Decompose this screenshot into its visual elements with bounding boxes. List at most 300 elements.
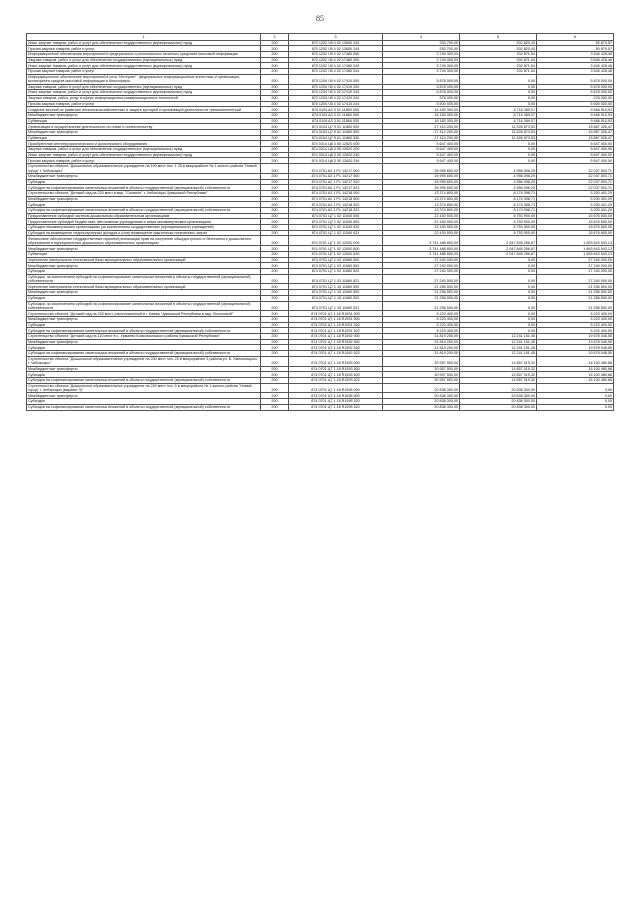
row-unexecuted-cell: 21 256 500,00 [537,290,614,296]
row-name-cell: Межбюджетные трансферты [27,339,261,345]
row-executed-cell: 202 871,54 [460,51,537,57]
row-approved-cell: 27 240 000,00 [383,257,460,263]
table-row [27,334,614,340]
row-name-cell: Информационное обеспечение мероприятий в сети "Интернет", федеральных информационных агентствах и организация мониторинга средств массовой информации и блогосферы [27,74,261,84]
row-approved-cell: 26 995 600,00 [383,179,460,185]
row-executed-cell: 0,00 [460,152,537,158]
row-unexecuted-cell: 15 887 326,47 [537,135,614,141]
row-executed-cell: 0,00 [460,274,537,284]
row-classification-cell: 874 0104 A3 3 01 11860 000 [289,107,383,113]
row-approved-cell: 27 414 200,00 [383,130,460,136]
row-approved-cell: 30 957 500,00 [383,377,460,383]
table-row [27,356,614,366]
row-code-cell: 200 [261,399,289,405]
row-classification-cell: 874 0701 A2 1 P1 14217 500 [289,173,383,179]
row-executed-cell: 12 241 151,45 [460,339,537,345]
row-name-cell: Строительство объекта "Дошкольное образовательное учреждение на 240 мест поз. 25 в микрорайоне 5 района ул. Б. Хмельницкого г. Чебоксары" [27,356,261,366]
row-approved-cell: 31 819 200,00 [383,345,460,351]
row-name-cell: Субсидии некоммерческим организациям (за исключением государственных (муниципальных) учреждений) [27,225,261,231]
row-executed-cell: 4 956 096,29 [460,185,537,191]
row-unexecuted-cell: 22 037 503,71 [537,179,614,185]
row-name-cell: Закупка товаров, работ и услуг для обеспечения государственных (муниципальных) нужд [27,147,261,153]
row-classification-cell: 874 0701 Ц7 1 02 11540 600 [289,219,383,225]
row-executed-cell: 20 838 300,00 [460,393,537,399]
row-name-cell: Межбюджетные трансферты [27,393,261,399]
row-unexecuted-cell: 16 100 480,68 [537,377,614,383]
row-executed-cell: 6 753 900,00 [460,213,537,219]
row-approved-cell: 16 183 300,00 [383,107,460,113]
row-code-cell: 200 [261,164,289,174]
row-executed-cell: 2 047 845 256,87 [460,236,537,246]
row-executed-cell: 4 956 096,29 [460,179,537,185]
row-code-cell: 200 [261,46,289,52]
row-executed-cell: 8 174 398,71 [460,202,537,208]
row-name-cell: Иные закупки товаров, работ и услуг для обеспечения государственных (муниципальных) нужд [27,40,261,46]
row-code-cell: 200 [261,290,289,296]
row-name-cell: Закупка товаров, работ и услуг для обеспечения государственных (муниципальных) нужд [27,57,261,63]
row-code-cell: 200 [261,322,289,328]
row-unexecuted-cell: 19 578 048,55 [537,345,614,351]
row-classification-cell: 870 1202 Ч5 4 02 13650 240 [289,40,383,46]
row-classification-cell: 874 0314 Ц8 3 05 12620 244 [289,158,383,164]
row-code-cell: 200 [261,236,289,246]
row-name-cell: Межбюджетные трансферты [27,290,261,296]
table-row [27,404,614,410]
row-classification-cell: 874 0701 A2 1 P1 14217 520 [289,179,383,185]
row-unexecuted-cell: 15 887 326,47 [537,130,614,136]
row-name-cell: Субвенции [27,118,261,124]
row-name-cell: Субсидии [27,202,261,208]
row-executed-cell: 0,00 [460,290,537,296]
row-unexecuted-cell: 9 466 910,93 [537,118,614,124]
row-code-cell: 200 [261,84,289,90]
row-approved-cell: 3 749 300,00 [383,69,460,75]
row-approved-cell: 5 647 400,00 [383,141,460,147]
row-code-cell: 200 [261,95,289,101]
row-code-cell: 200 [261,141,289,147]
row-code-cell: 200 [261,51,289,57]
table-row [27,383,614,393]
row-classification-cell: 874 0701 Ц7 1 18 R1593 520 [289,372,383,378]
row-name-cell: Иные закупки товаров, работ и услуг для обеспечения государственных (муниципальных) нужд [27,63,261,69]
row-unexecuted-cell: 50 879,57 [537,40,614,46]
row-approved-cell: 253 700,00 [383,40,460,46]
table-row [27,185,614,191]
row-classification-cell: 874 0701 Ц7 1 18 R1593 522 [289,377,383,383]
row-unexecuted-cell: 22 037 503,71 [537,185,614,191]
row-code-cell: 200 [261,317,289,323]
row-executed-cell: 0,00 [460,311,537,317]
row-approved-cell: 378 000,00 [383,95,460,101]
row-code-cell: 200 [261,185,289,191]
row-name-cell: Субсидии на софинансирование капитальных вложений в объекты государственной (муниципальной) собственности [27,404,261,410]
row-approved-cell: 27 414 200,00 [383,124,460,130]
row-classification-cell: 870 1202 Ч5 4 02 17480 200 [289,57,383,63]
row-unexecuted-cell: 15 887 326,47 [537,124,614,130]
row-unexecuted-cell: 21 256 500,00 [537,284,614,290]
row-executed-cell: 20 838 300,00 [460,399,537,405]
row-executed-cell: 0,00 [460,322,537,328]
row-code-cell: 200 [261,251,289,257]
row-code-cell: 200 [261,158,289,164]
row-unexecuted-cell: 19 578 048,55 [537,334,614,340]
row-name-cell: Субсидии [27,399,261,405]
table-row [27,225,614,231]
row-approved-cell: 5 647 400,00 [383,152,460,158]
row-approved-cell: 30 957 500,00 [383,356,460,366]
row-executed-cell: 8 174 398,71 [460,208,537,214]
row-code-cell: 200 [261,269,289,275]
row-name-cell: Субсидии на возмещение недополученных доходов и (или) возмещение фактически понесенных затрат [27,230,261,236]
row-unexecuted-cell: 22 037 503,71 [537,173,614,179]
row-code-cell: 200 [261,173,289,179]
row-unexecuted-cell: 3 546 428,46 [537,57,614,63]
row-name-cell: Приобретение антитеррористического и досмотрового оборудования [27,141,261,147]
row-classification-cell: 874 0701 Ц7 1 18 R1591 520 [289,322,383,328]
row-approved-cell: 22 430 500,00 [383,213,460,219]
row-approved-cell: 3 749 300,00 [383,51,460,57]
row-unexecuted-cell: 19 578 048,55 [537,339,614,345]
row-unexecuted-cell: 22 037 503,71 [537,164,614,174]
row-code-cell: 200 [261,40,289,46]
row-classification-cell: 874 0701 Ц7 1 18 R1591 500 [289,317,383,323]
row-code-cell: 200 [261,130,289,136]
row-unexecuted-cell: 5 223 400,00 [537,311,614,317]
row-classification-cell: 870 1204 Ч5 4 02 17410 000 [289,74,383,84]
row-executed-cell: 0,00 [460,147,537,153]
row-approved-cell: 13 374 800,00 [383,196,460,202]
row-unexecuted-cell: 27 240 000,00 [537,274,614,284]
row-code-cell: 200 [261,356,289,366]
row-name-cell: Межбюджетные трансферты [27,196,261,202]
row-approved-cell: 21 256 500,00 [383,290,460,296]
row-classification-cell: 874 0701 Ц7 1 18 R1595 522 [289,404,383,410]
row-code-cell: 200 [261,383,289,393]
row-name-cell: Субвенции [27,135,261,141]
row-code-cell: 200 [261,152,289,158]
row-name-cell: Информационное обеспечение мероприятий в федеральных и региональных печатных средствах массовой информации [27,51,261,57]
row-code-cell: 200 [261,230,289,236]
row-approved-cell: 20 838 300,00 [383,393,460,399]
row-name-cell: Межбюджетные трансферты [27,112,261,118]
table-row [27,164,614,174]
row-code-cell: 200 [261,219,289,225]
row-name-cell: Строительство объекта "Дошкольное образовательное учреждение на 240 мест поз. 5 в микрорайоне № 1 жилого района "Новый город" г. Чебоксары (вариант 3)" [27,383,261,393]
row-approved-cell: 3 741 488 800,00 [383,246,460,252]
row-classification-cell: 874 0701 Ц7 1 02 12000 530 [289,251,383,257]
row-name-cell: Финансовое обеспечение государственных гарантий реализации прав на получение общедоступного и бесплатного дошкольного образования в муниципальных дошкольных образовательных организациях [27,236,261,246]
row-approved-cell: 5 878 000,00 [383,74,460,84]
row-approved-cell: 26 995 600,00 [383,173,460,179]
row-executed-cell: 4 956 096,29 [460,173,537,179]
row-name-cell: Прочая закупка товаров, работ и услуг [27,101,261,107]
row-classification-cell: 874 0701 Ц7 1 15 11660 521 [289,301,383,311]
row-code-cell: 200 [261,339,289,345]
row-unexecuted-cell: 378 000,00 [537,95,614,101]
row-classification-cell: 874 0701 Ц7 1 02 11540 000 [289,213,383,219]
row-classification-cell: 874 0701 A2 1 P1 14217 522 [289,185,383,191]
table-row [27,40,614,46]
row-executed-cell: 2 047 845 256,87 [460,251,537,257]
row-executed-cell: 4 956 096,29 [460,164,537,174]
row-classification-cell: 874 0701 Ц7 1 18 R1592 522 [289,351,383,357]
row-approved-cell: 5 223 400,00 [383,322,460,328]
row-approved-cell: 21 256 500,00 [383,301,460,311]
table-row [27,219,614,225]
row-classification-cell: 874 0701 Ц7 1 18 R1591 000 [289,311,383,317]
row-unexecuted-cell: 0,00 [537,399,614,405]
row-classification-cell: 874 0701 Ц7 1 18 R1592 500 [289,339,383,345]
row-unexecuted-cell: 1 693 643 543,13 [537,251,614,257]
row-executed-cell: 6 753 900,00 [460,230,537,236]
row-executed-cell: 6 753 900,00 [460,219,537,225]
row-code-cell: 200 [261,274,289,284]
row-approved-cell: 22 430 500,00 [383,225,460,231]
row-code-cell: 200 [261,118,289,124]
column-header: 3 [289,34,383,41]
row-name-cell: Создание юнопий по развитию несельскохозяйственных и защите кустарей и организаций деятельности трехкомпонентной [27,107,261,113]
row-classification-cell: 874 0104 Ц7 9 01 11860 500 [289,130,383,136]
row-approved-cell: 5 647 400,00 [383,158,460,164]
table-row [27,301,614,311]
table-row [27,124,614,130]
row-name-cell: Субсидии [27,345,261,351]
row-code-cell: 200 [261,225,289,231]
row-unexecuted-cell: 5 647 400,00 [537,147,614,153]
row-classification-cell: 874 0314 Ц8 3 05 12620 000 [289,141,383,147]
row-code-cell: 200 [261,147,289,153]
column-header: 6 [537,34,614,41]
row-code-cell: 200 [261,377,289,383]
row-classification-cell: 874 0701 Ц7 1 03 11660 520 [289,269,383,275]
row-approved-cell: 5 647 400,00 [383,147,460,153]
table-row [27,63,614,69]
row-unexecuted-cell: 1 693 643 543,13 [537,236,614,246]
row-name-cell: Субсидии на софинансирование капитальных вложений в объекты государственной (муниципальной) собственности [27,377,261,383]
row-classification-cell: 870 1204 Ч5 4 02 17410 244 [289,101,383,107]
row-classification-cell: 874 0701 Ц7 1 18 R1592 000 [289,334,383,340]
row-unexecuted-cell: 21 256 500,00 [537,301,614,311]
row-classification-cell: 874 0104 Ц7 9 01 11860 000 [289,124,383,130]
row-name-cell: Иные закупки товаров, работ и услуг для обеспечения государственных (муниципальных) нужд [27,90,261,96]
row-executed-cell: 20 838 300,00 [460,404,537,410]
row-unexecuted-cell: 5 200 401,29 [537,190,614,196]
row-code-cell: 200 [261,366,289,372]
row-classification-cell: 874 0701 Ц7 1 02 11540 631 [289,230,383,236]
row-unexecuted-cell: 27 240 000,00 [537,263,614,269]
row-executed-cell: 0,00 [460,295,537,301]
row-code-cell: 200 [261,107,289,113]
row-executed-cell: 12 241 151,45 [460,351,537,357]
row-executed-cell: 14 857 019,32 [460,372,537,378]
column-header: 1 [27,34,261,41]
row-approved-cell: 3 749 300,00 [383,57,460,63]
row-executed-cell: 14 857 019,32 [460,366,537,372]
row-code-cell: 200 [261,69,289,75]
row-executed-cell: 12 241 151,45 [460,345,537,351]
row-approved-cell: 13 374 800,00 [383,190,460,196]
row-executed-cell: 11 526 873,53 [460,124,537,130]
row-executed-cell: 202 820,43 [460,46,537,52]
row-executed-cell: 8 174 398,71 [460,190,537,196]
row-executed-cell: 0,00 [460,269,537,275]
table-row [27,190,614,196]
budget-execution-table [26,33,614,411]
row-unexecuted-cell: 16 100 480,68 [537,372,614,378]
row-name-cell: Прочая закупка товаров, работ и услуг [27,158,261,164]
row-code-cell: 200 [261,196,289,202]
row-code-cell: 200 [261,311,289,317]
row-unexecuted-cell: 5 223 400,00 [537,317,614,323]
row-executed-cell: 0,00 [460,101,537,107]
row-classification-cell: 874 0104 A3 3 01 11860 530 [289,118,383,124]
row-code-cell: 200 [261,101,289,107]
row-unexecuted-cell: 5 878 000,00 [537,84,614,90]
row-name-cell: Субсидии [27,295,261,301]
row-approved-cell: 5 223 400,00 [383,317,460,323]
row-classification-cell: 874 0701 Ц7 1 18 R1592 520 [289,345,383,351]
row-code-cell: 200 [261,135,289,141]
row-classification-cell: 874 0701 A2 1 P1 14218 500 [289,196,383,202]
row-name-cell: Субсидии, за исключением субсидий на софинансирование капитальных вложений в объекты государственной (муниципальной) собственности [27,301,261,311]
row-unexecuted-cell: 5 200 401,29 [537,208,614,214]
row-classification-cell: 870 1204 Ч5 4 02 17410 242 [289,95,383,101]
row-code-cell: 200 [261,202,289,208]
row-code-cell: 200 [261,74,289,84]
row-name-cell: Субсидии на софинансирование капитальных вложений в объекты государственной (муниципальной) собственности [27,185,261,191]
row-unexecuted-cell: 15 676 600,00 [537,213,614,219]
row-executed-cell: 12 241 151,45 [460,334,537,340]
row-approved-cell: 31 819 200,00 [383,339,460,345]
row-unexecuted-cell: 16 100 480,68 [537,366,614,372]
row-classification-cell: 874 0314 Ц8 3 05 12620 240 [289,152,383,158]
column-header: 4 [383,34,460,41]
row-unexecuted-cell: 5 647 400,00 [537,158,614,164]
row-unexecuted-cell: 0,00 [537,393,614,399]
row-executed-cell: 8 174 398,71 [460,196,537,202]
row-classification-cell: 870 1202 Ч5 4 02 17480 244 [289,69,383,75]
row-classification-cell: 874 0701 Ц7 1 03 11660 000 [289,257,383,263]
row-name-cell: Организация и осуществление деятельности по опеке и попечительству [27,124,261,130]
row-classification-cell: 874 0701 Ц7 1 03 11660 521 [289,274,383,284]
row-unexecuted-cell: 3 546 428,46 [537,51,614,57]
row-code-cell: 200 [261,284,289,290]
row-unexecuted-cell: 15 676 600,00 [537,230,614,236]
row-classification-cell: 874 0701 A2 1 P1 14218 522 [289,208,383,214]
table-row [27,351,614,357]
row-name-cell: Предоставление субсидий частным дошкольным образовательным организациям [27,213,261,219]
table-body [27,40,614,410]
row-code-cell: 200 [261,351,289,357]
row-code-cell: 200 [261,334,289,340]
row-classification-cell: 874 0701 A2 1 P1 14218 520 [289,202,383,208]
row-executed-cell: 0,00 [460,284,537,290]
row-approved-cell: 20 838 300,00 [383,399,460,405]
row-classification-cell: 874 0701 Ц7 1 15 11660 500 [289,290,383,296]
table-row [27,208,614,214]
row-code-cell: 200 [261,124,289,130]
row-executed-cell: 0,00 [460,74,537,84]
row-approved-cell: 5 223 400,00 [383,311,460,317]
row-unexecuted-cell: 21 256 500,00 [537,295,614,301]
table-row [27,107,614,113]
row-classification-cell: 874 0701 Ц7 1 18 R1595 500 [289,393,383,399]
row-approved-cell: 3 741 488 800,00 [383,251,460,257]
table-row [27,230,614,236]
row-name-cell: Строительство объекта "Детский сад на 240 мест, расположенный в г. Канаш Чувашской Республики в мкр. Восточный" [27,311,261,317]
row-classification-cell: 874 0701 Ц7 1 18 R1591 522 [289,328,383,334]
row-approved-cell: 31 819 200,00 [383,351,460,357]
row-name-cell: Субвенции [27,251,261,257]
table-row [27,57,614,63]
row-code-cell: 200 [261,246,289,252]
row-approved-cell: 20 838 300,00 [383,404,460,410]
row-classification-cell: 874 0701 Ц7 1 18 R1595 520 [289,399,383,405]
row-approved-cell: 3 749 300,00 [383,63,460,69]
row-unexecuted-cell: 27 240 000,00 [537,269,614,275]
row-unexecuted-cell: 19 578 048,55 [537,351,614,357]
row-executed-cell: 6 716 389,07 [460,107,537,113]
row-classification-cell: 874 0104 Ц7 9 01 11860 530 [289,135,383,141]
row-approved-cell: 13 374 800,00 [383,208,460,214]
row-name-cell: Субсидии [27,179,261,185]
row-classification-cell: 874 0701 Ц7 1 02 12000 000 [289,236,383,246]
row-approved-cell: 26 995 600,00 [383,164,460,174]
row-name-cell: Строительство объекта "Детский сад на 110 мест в с. Урмаево Комсомольского района Чувашской Республики" [27,334,261,340]
row-classification-cell: 874 0701 Ц7 1 02 12000 500 [289,246,383,252]
page-number: 85 [316,14,324,23]
row-code-cell: 200 [261,263,289,269]
row-code-cell: 200 [261,179,289,185]
row-unexecuted-cell: 9 466 910,93 [537,112,614,118]
row-name-cell: Прочая закупка товаров, работ и услуг [27,69,261,75]
row-name-cell: Субсидии [27,372,261,378]
row-executed-cell: 11 526 873,53 [460,135,537,141]
row-code-cell: 200 [261,63,289,69]
row-name-cell: Прочая закупка товаров, работ и услуг [27,46,261,52]
row-executed-cell: 0,00 [460,158,537,164]
row-name-cell: Укрепление материально-технической базы муниципальных образовательных организаций [27,257,261,263]
table-row [27,377,614,383]
row-unexecuted-cell: 9 466 910,93 [537,107,614,113]
table-row [27,236,614,246]
row-classification-cell: 874 0104 A3 3 01 11860 500 [289,112,383,118]
row-unexecuted-cell: 15 676 600,00 [537,225,614,231]
row-approved-cell: 13 374 800,00 [383,202,460,208]
row-classification-cell: 874 0701 Ц7 1 18 R1595 000 [289,383,383,393]
row-unexecuted-cell: 27 240 000,00 [537,257,614,263]
row-approved-cell: 30 957 500,00 [383,366,460,372]
row-approved-cell: 21 256 500,00 [383,284,460,290]
row-code-cell: 200 [261,404,289,410]
row-unexecuted-cell: 5 200 401,29 [537,196,614,202]
row-name-cell: Субсидии на софинансирование капитальных вложений в объекты государственной (муниципальной) собственности [27,208,261,214]
row-executed-cell: 20 838 300,00 [460,383,537,393]
row-approved-cell: 26 995 600,00 [383,185,460,191]
row-executed-cell: 202 820,43 [460,40,537,46]
row-name-cell: Межбюджетные трансферты [27,173,261,179]
row-executed-cell: 2 047 845 256,87 [460,246,537,252]
row-executed-cell: 0,00 [460,301,537,311]
row-classification-cell: 874 0701 Ц7 1 18 R1593 000 [289,356,383,366]
row-name-cell: Закупка товаров, работ, услуг в сфере информационно-коммуникационных технологий [27,95,261,101]
row-classification-cell: 874 0701 Ц7 1 03 11660 500 [289,263,383,269]
row-approved-cell: 27 240 000,00 [383,274,460,284]
row-executed-cell: 202 871,54 [460,63,537,69]
row-approved-cell: 20 838 300,00 [383,383,460,393]
row-executed-cell: 11 526 873,53 [460,130,537,136]
row-name-cell: Субсидии [27,269,261,275]
